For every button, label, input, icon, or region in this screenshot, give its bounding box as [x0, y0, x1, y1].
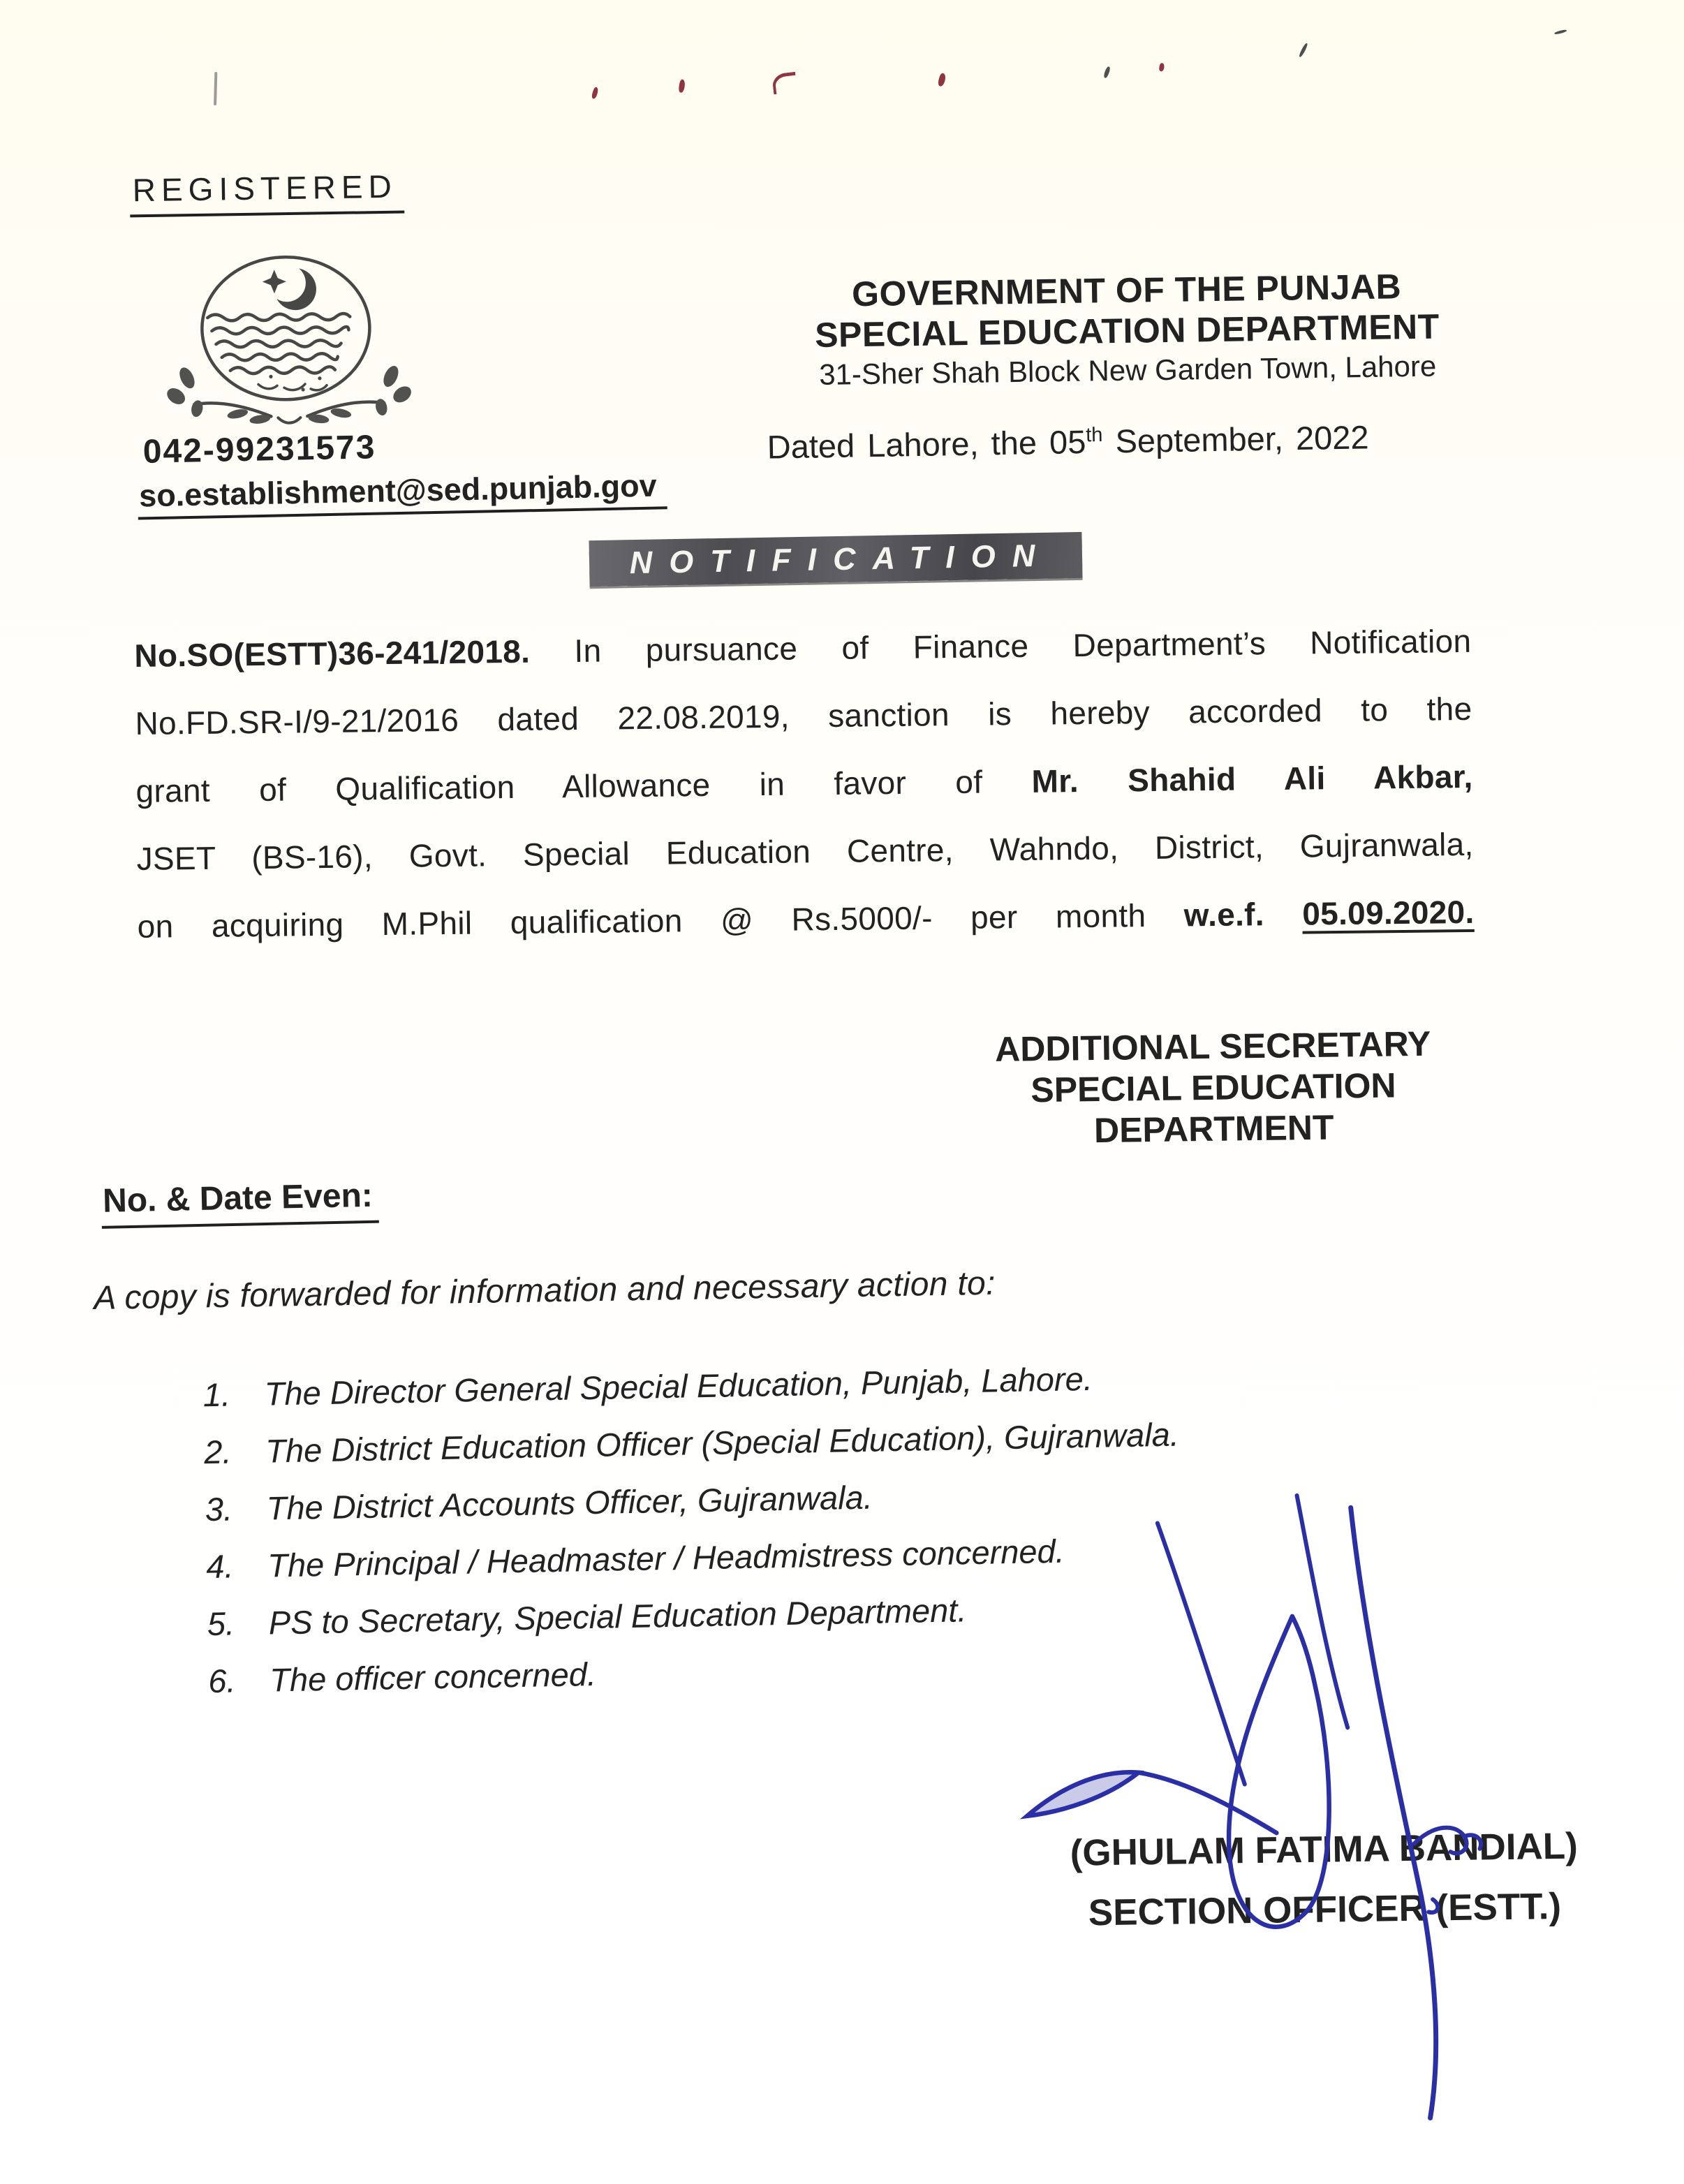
- phone-number: 042-99231573: [142, 429, 376, 471]
- punjab-government-emblem-logo: [154, 238, 423, 433]
- list-item: 3. The District Accounts Officer, Gujranwala.: [205, 1478, 873, 1528]
- signatory-name: (GHULAM FATIMA BANDIAL): [1070, 1825, 1579, 1874]
- header-org-name: GOVERNMENT OF THE PUNJAB: [851, 267, 1402, 314]
- email-address: so.establishment@sed.punjab.gov: [138, 467, 667, 519]
- body-line: No.FD.SR-I/9-21/2016 dated 22.08.2019, sanction is hereby accorded to the: [135, 690, 1472, 741]
- letterhead: [774, 265, 1480, 394]
- list-item: 6. The officer concerned.: [207, 1655, 597, 1700]
- no-date-even-label: No. & Date Even:: [101, 1176, 379, 1229]
- header-address: 31-Sher Shah Block New Garden Town, Lahore: [818, 349, 1437, 391]
- date-line: [767, 418, 1369, 466]
- header-dept-name: SPECIAL EDUCATION DEPARTMENT: [814, 307, 1440, 355]
- scan-artifact: [678, 79, 686, 93]
- date-prefix: Dated Lahore, the 05: [767, 423, 1086, 466]
- scan-artifact: [1158, 63, 1165, 72]
- signatory-title-line: DEPARTMENT: [1093, 1107, 1334, 1151]
- notification-banner-title: NOTIFICATION: [589, 532, 1082, 586]
- body-line: No.SO(ESTT)36-241/2018. In pursuance of Finance Department’s Notification: [134, 622, 1472, 674]
- body-line: grant of Qualification Allowance in favor of Mr. Shahid Ali Akbar,: [135, 758, 1473, 809]
- copy-distribution-list: [202, 1349, 1184, 1711]
- copy-forward-line: A copy is forwarded for information and necessary action to:: [93, 1264, 996, 1318]
- list-item: 4. The Principal / Headmaster / Headmistress concerned.: [205, 1532, 1065, 1586]
- scan-artifact: [937, 73, 947, 87]
- body-paragraph: [134, 607, 1475, 961]
- list-item: 2. The District Education Officer (Special Education), Gujranwala.: [203, 1415, 1180, 1471]
- signatory-block: [989, 1815, 1660, 1945]
- scan-artifact: [214, 72, 217, 105]
- scan-artifact: [591, 87, 599, 99]
- signatory-title-line: SPECIAL EDUCATION: [1031, 1065, 1396, 1110]
- signatory-title-block: [940, 1023, 1486, 1153]
- body-line: JSET (BS-16), Govt. Special Education Centre, Wahndo, District, Gujranwala,: [136, 825, 1474, 877]
- scan-artifact: [1298, 43, 1308, 58]
- scan-artifact: [1103, 66, 1111, 78]
- body-line: on acquiring M.Phil qualification @ Rs.5000/- per month w.e.f. 05.09.2020.: [137, 893, 1475, 945]
- scan-artifact: [771, 72, 797, 95]
- date-ordinal-superscript: th: [1085, 423, 1103, 447]
- list-item: 5. PS to Secretary, Special Education Department.: [207, 1591, 967, 1643]
- scan-artifact: [1554, 29, 1567, 35]
- list-item: 1. The Director General Special Education, Punjab, Lahore.: [202, 1359, 1093, 1414]
- date-suffix: September, 2022: [1102, 418, 1369, 460]
- signatory-post: SECTION OFFICER (ESTT.): [1088, 1885, 1562, 1934]
- registered-label: REGISTERED: [129, 168, 404, 218]
- signatory-title-line: ADDITIONAL SECRETARY: [994, 1024, 1431, 1069]
